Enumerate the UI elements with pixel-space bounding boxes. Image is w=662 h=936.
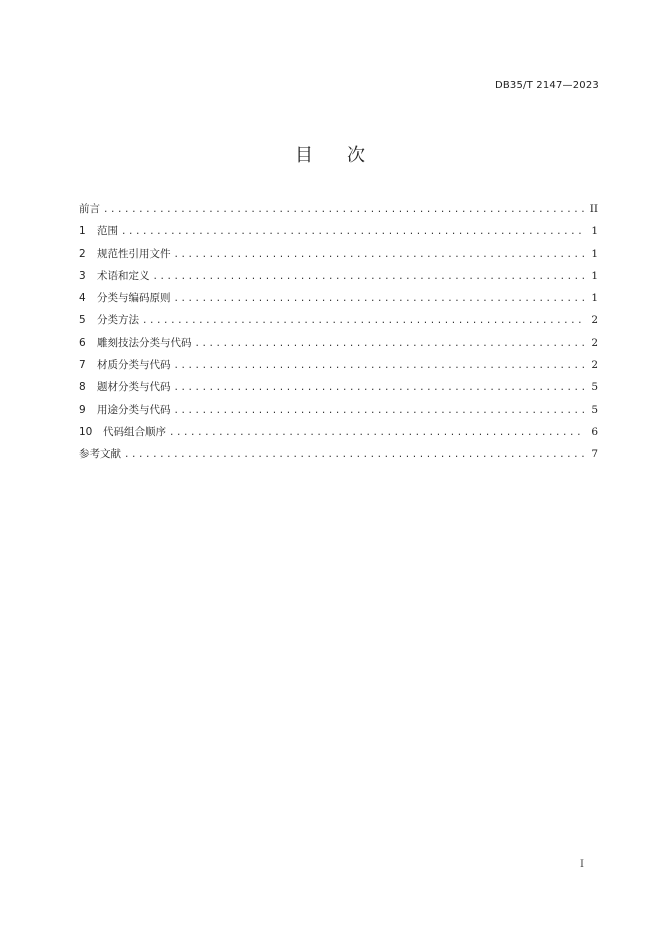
toc-entry-page: 1 — [591, 269, 598, 282]
toc-entry-4[interactable] — [79, 289, 598, 311]
toc-leader-dots — [169, 424, 584, 442]
toc-entry-10[interactable] — [79, 423, 598, 445]
toc-leader-dots — [195, 335, 585, 353]
toc-entry-page: 1 — [591, 247, 598, 260]
table-of-contents — [79, 200, 598, 468]
toc-entry-page: 7 — [591, 448, 598, 461]
toc-entry-page: 1 — [591, 225, 598, 238]
toc-entry-3[interactable] — [79, 267, 598, 289]
toc-entry-foreword[interactable] — [79, 200, 598, 222]
toc-entry-7[interactable] — [79, 356, 598, 378]
toc-leader-dots — [174, 379, 585, 397]
toc-entry-page: 2 — [591, 336, 598, 349]
toc-entry-number: 9 — [79, 403, 86, 416]
toc-entry-page: 6 — [591, 425, 598, 438]
toc-entry-number: 7 — [79, 359, 86, 372]
toc-entry-label: 代码组合顺序 — [103, 425, 166, 438]
toc-leader-dots — [174, 357, 585, 375]
toc-leader-dots — [174, 246, 585, 264]
toc-leader-dots — [174, 290, 585, 308]
toc-entry-label: 规范性引用文件 — [97, 247, 171, 260]
toc-entry-page: II — [589, 203, 598, 215]
title-char-1: 目 — [295, 145, 315, 166]
toc-entry-9[interactable] — [79, 401, 598, 423]
toc-entry-label: 分类方法 — [97, 314, 139, 327]
toc-entry-page: 2 — [591, 359, 598, 372]
toc-entry-label: 分类与编码原则 — [97, 292, 171, 305]
toc-entry-number: 1 — [79, 225, 86, 238]
toc-entry-page: 5 — [591, 403, 598, 416]
toc-entry-number: 8 — [79, 381, 86, 394]
toc-entry-number: 2 — [79, 247, 86, 260]
toc-entry-label: 术语和定义 — [97, 269, 150, 282]
toc-leader-dots — [103, 201, 584, 219]
toc-entry-label: 用途分类与代码 — [97, 403, 171, 416]
document-code: DB35/T 2147—2023 — [494, 80, 599, 91]
toc-entry-number: 5 — [79, 314, 86, 327]
toc-entry-label: 材质分类与代码 — [97, 359, 171, 372]
toc-entry-page: 1 — [591, 292, 598, 305]
toc-entry-2[interactable] — [79, 245, 598, 267]
toc-leader-dots — [153, 268, 585, 286]
toc-entry-number: 3 — [79, 269, 86, 282]
toc-entry-number: 4 — [79, 292, 86, 305]
toc-entry-page: 2 — [591, 314, 598, 327]
toc-leader-dots — [142, 312, 584, 330]
toc-leader-dots — [121, 223, 584, 241]
toc-entry-1[interactable] — [79, 222, 598, 244]
toc-entry-5[interactable] — [79, 311, 598, 333]
toc-entry-page: 5 — [591, 381, 598, 394]
toc-entry-label: 参考文献 — [79, 448, 121, 461]
page-title — [0, 141, 662, 167]
toc-entry-label: 题材分类与代码 — [97, 381, 171, 394]
toc-entry-number: 10 — [79, 425, 93, 438]
toc-entry-label: 前言 — [79, 203, 100, 215]
toc-entry-label: 雕刻技法分类与代码 — [97, 336, 192, 349]
toc-entry-bibliography[interactable] — [79, 445, 598, 467]
toc-entry-number: 6 — [79, 336, 86, 349]
toc-leader-dots — [174, 402, 585, 420]
toc-entry-label: 范围 — [97, 225, 118, 238]
title-char-2: 次 — [347, 145, 367, 166]
toc-leader-dots — [124, 446, 584, 464]
page-number: I — [580, 859, 584, 870]
toc-entry-8[interactable] — [79, 378, 598, 400]
toc-entry-6[interactable] — [79, 334, 598, 356]
